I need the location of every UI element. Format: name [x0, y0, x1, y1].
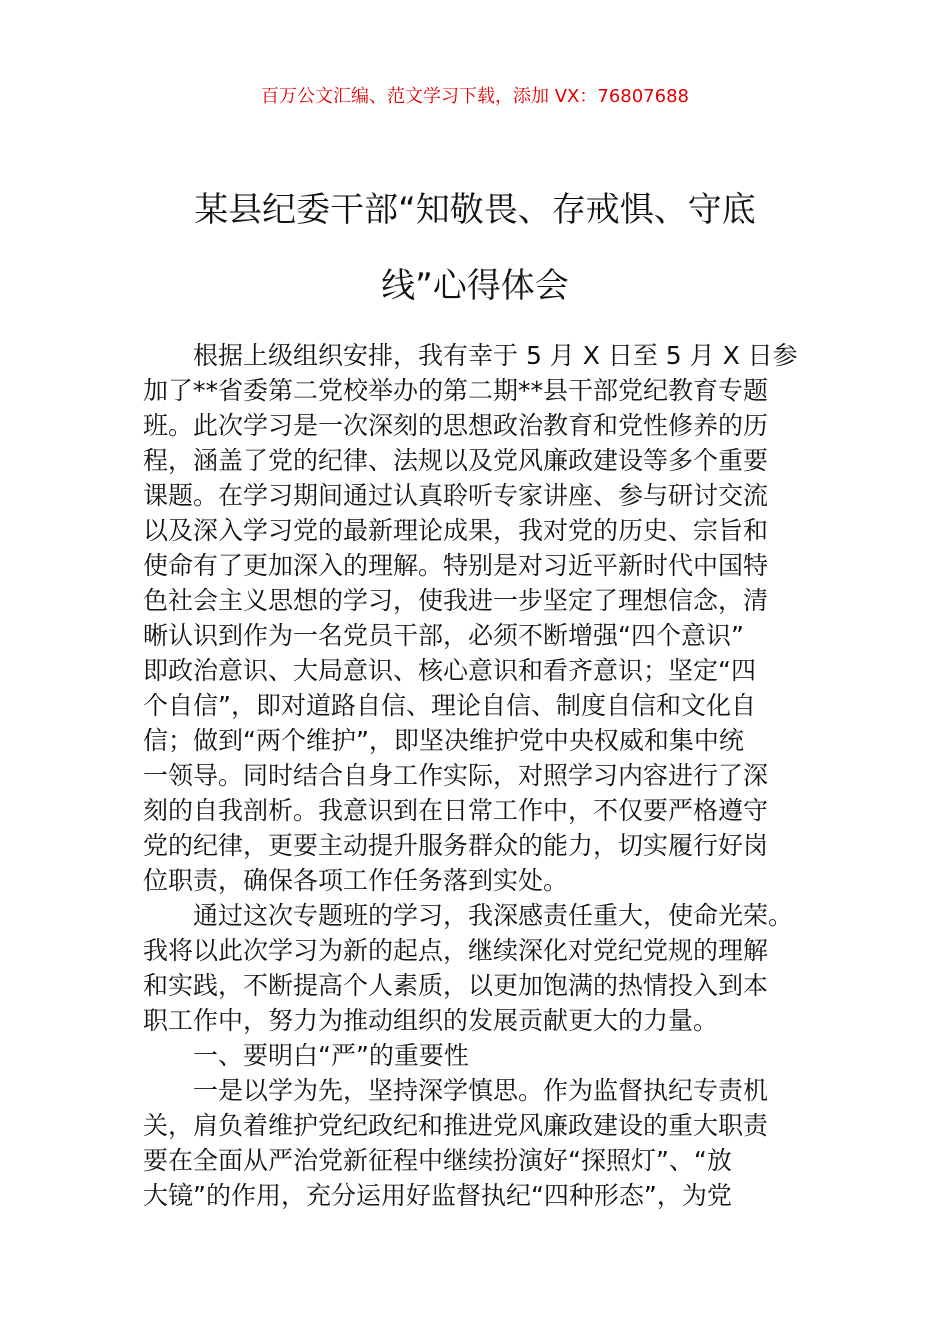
document-title: [150, 172, 800, 324]
promo-banner: 百万公文汇编、范文学习下载，添加 VX：76807688: [261, 86, 689, 107]
title-line: 线”心得体会: [381, 266, 569, 306]
body-line: 即政治意识、大局意识、核心意识和看齐意识；坚定“四: [143, 656, 756, 685]
body-line: 色社会主义思想的学习，使我进一步坚定了理想信念，清: [143, 586, 769, 615]
body-line: 以及深入学习党的最新理论成果，我对党的历史、宗旨和: [143, 516, 769, 545]
body-line: 党的纪律，更要主动提升服务群众的能力，切实履行好岗: [143, 831, 769, 860]
body-line: 职工作中，努力为推动组织的发展贡献更大的力量。: [143, 1006, 719, 1035]
body-line: 信；做到“两个维护”，即坚决维护党中央权威和集中统: [143, 726, 744, 755]
body-line: 大镜”的作用，充分运用好监督执纪“四种形态”，为党: [143, 1181, 732, 1210]
body-line: 一领导。同时结合自身工作实际，对照学习内容进行了深: [143, 761, 769, 790]
body-line: 关，肩负着维护党纪政纪和推进党风廉政建设的重大职责: [143, 1111, 769, 1140]
body-line: 一是以学为先，坚持深学慎思。作为监督执纪专责机: [193, 1076, 769, 1105]
document-body: [143, 338, 813, 1213]
body-line: 班。此次学习是一次深刻的思想政治教育和党性修养的历: [143, 411, 769, 440]
body-line: 程，涵盖了党的纪律、法规以及党风廉政建设等多个重要: [143, 446, 769, 475]
body-line: 一、要明白“严”的重要性: [193, 1041, 469, 1070]
body-line: 和实践，不断提高个人素质，以更加饱满的热情投入到本: [143, 971, 769, 1000]
body-line: 根据上级组织安排，我有幸于 5 月 X 日至 5 月 X 日参: [193, 341, 798, 370]
title-line: 某县纪委干部“知敬畏、存戒惧、守底: [194, 190, 756, 230]
body-line: 位职责，确保各项工作任务落到实处。: [143, 866, 569, 895]
body-line: 刻的自我剖析。我意识到在日常工作中，不仅要严格遵守: [143, 796, 769, 825]
body-line: 通过这次专题班的学习，我深感责任重大，使命光荣。: [193, 901, 794, 930]
body-line: 加了**省委第二党校举办的第二期**县干部党纪教育专题: [143, 376, 769, 405]
body-line: 晰认识到作为一名党员干部，必须不断增强“四个意识”: [143, 621, 744, 650]
body-line: 个自信”，即对道路自信、理论自信、制度自信和文化自: [143, 691, 756, 720]
body-line: 课题。在学习期间通过认真聆听专家讲座、参与研讨交流: [143, 481, 769, 510]
body-line: 要在全面从严治党新征程中继续扮演好“探照灯”、“放: [143, 1146, 732, 1175]
body-line: 使命有了更加深入的理解。特别是对习近平新时代中国特: [143, 551, 769, 580]
body-line: 我将以此次学习为新的起点，继续深化对党纪党规的理解: [143, 936, 769, 965]
